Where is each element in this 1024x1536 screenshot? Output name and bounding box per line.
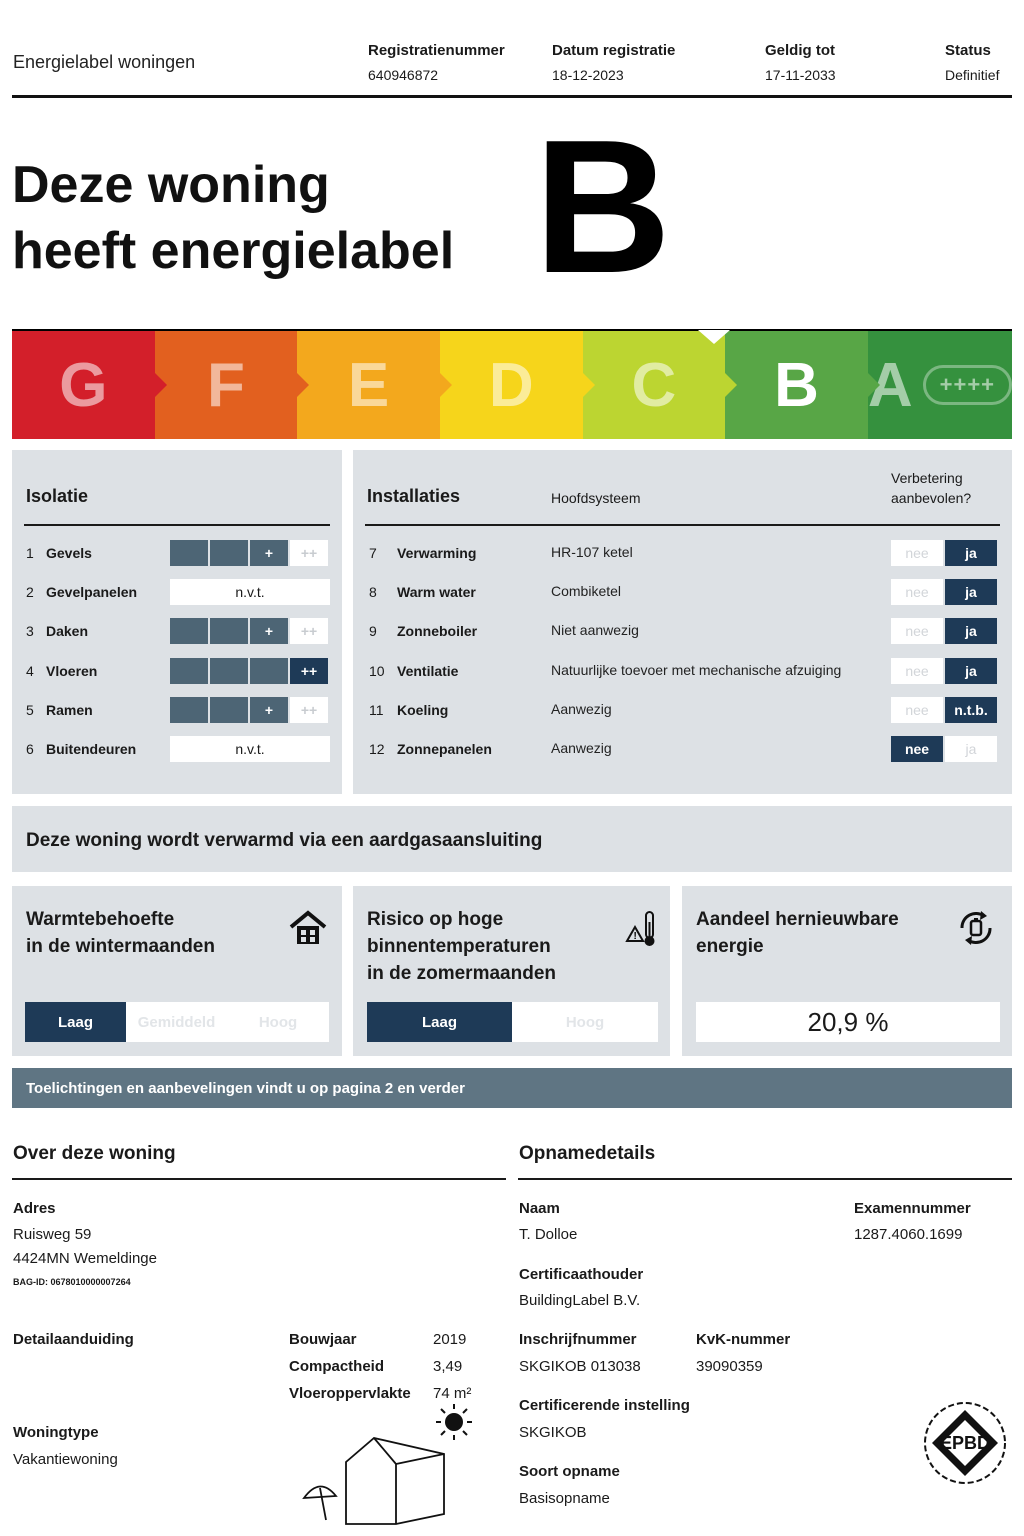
- option-no: nee: [891, 540, 943, 566]
- rating-segment-filled: [170, 618, 208, 644]
- build-year-value: 2019: [433, 1331, 467, 1348]
- document-type: Energielabel woningen: [13, 52, 196, 72]
- certificate-holder-label: Certificaathouder: [519, 1266, 644, 1283]
- registration-number-label: Registratienummer: [368, 42, 505, 59]
- valid-until-label: Geldig tot: [765, 42, 835, 59]
- scale-class-e: [297, 331, 440, 439]
- rating-segment-filled: [210, 697, 248, 723]
- option-yes: ja: [945, 658, 997, 684]
- row-name: Ramen: [46, 702, 93, 718]
- registration-number-value: 640946872: [368, 67, 439, 83]
- survey-type-value: Basisopname: [519, 1490, 610, 1507]
- isolation-panel: [12, 450, 342, 794]
- isolation-divider: [24, 524, 330, 526]
- option-no: nee: [891, 697, 943, 723]
- row-number: 4: [26, 663, 34, 679]
- isolation-row: [26, 618, 88, 644]
- rating-plus-plus: ++: [290, 658, 328, 684]
- energy-label-letter: B: [534, 101, 672, 313]
- status: [945, 42, 999, 83]
- scale-low: Laag: [25, 1002, 126, 1042]
- row-name: Gevelpanelen: [46, 584, 138, 600]
- scale-class-c: [583, 331, 726, 439]
- improvement-toggle: [891, 540, 997, 566]
- scale-class-letter: B: [774, 350, 819, 420]
- kvk-label: KvK-nummer: [696, 1331, 791, 1348]
- hero-heading: [12, 152, 454, 284]
- heat-demand-title: [26, 906, 215, 960]
- scale-class-letter: E: [347, 350, 390, 420]
- rating-plus: +: [250, 618, 288, 644]
- valid-until-value: 17-11-2033: [765, 67, 836, 83]
- insulation-rating-bar: [170, 658, 328, 684]
- installations-panel: [353, 450, 1012, 794]
- registration-date-label: Datum registratie: [552, 42, 676, 59]
- row-name: Zonneboiler: [397, 623, 478, 639]
- improvement-toggle: [891, 658, 997, 684]
- isolation-row: [26, 697, 93, 723]
- scale-class-letter: F: [207, 350, 245, 420]
- rating-plus: +: [250, 540, 288, 566]
- improvement-header: [891, 468, 971, 508]
- option-yes: n.t.b.: [945, 697, 997, 723]
- compactness-label: Compactheid: [289, 1358, 385, 1375]
- registration-date-value: 18-12-2023: [552, 67, 624, 83]
- certifying-body-label: Certificerende instelling: [519, 1397, 690, 1414]
- installation-row: [369, 658, 458, 684]
- scale-class-f: [155, 331, 298, 439]
- installations-title: Installaties: [367, 486, 461, 506]
- heat-demand-title-line-1: Warmtebehoefte: [26, 909, 175, 930]
- rating-plus-plus-empty: ++: [290, 618, 328, 644]
- insulation-rating-bar: [170, 618, 328, 644]
- energy-scale-bar: [12, 331, 1012, 439]
- scale-class-d: [440, 331, 583, 439]
- not-applicable-box: n.v.t.: [170, 736, 330, 762]
- address-line-1: Ruisweg 59: [13, 1226, 92, 1243]
- main-system-header: Hoofdsysteem: [551, 490, 641, 506]
- home-type-value: Vakantiewoning: [13, 1451, 118, 1468]
- isolation-row: [26, 736, 136, 762]
- option-no: nee: [891, 618, 943, 644]
- installation-row: [369, 697, 448, 723]
- status-value: Definitief: [945, 67, 1000, 83]
- hero-line-1: Deze woning: [12, 156, 330, 214]
- name-label: Naam: [519, 1200, 560, 1217]
- row-number: 1: [26, 545, 34, 561]
- main-system-value: Aanwezig: [551, 740, 612, 756]
- heat-demand-scale: [25, 1002, 329, 1042]
- survey-type-label: Soort opname: [519, 1463, 620, 1480]
- isolation-row: [26, 540, 92, 566]
- floor-area-label: Vloeroppervlakte: [289, 1385, 411, 1402]
- overheating-risk-title-line-1: Risico op hoge: [367, 909, 504, 930]
- row-number: 8: [369, 584, 377, 600]
- installation-row: [369, 579, 476, 605]
- not-applicable-box: n.v.t.: [170, 579, 330, 605]
- option-no: nee: [891, 579, 943, 605]
- home-type-label: Woningtype: [13, 1424, 99, 1441]
- epbd-logo: [920, 1398, 1010, 1488]
- overheating-risk-title-line-2: binnentemperaturen: [367, 936, 551, 957]
- improvement-toggle: [891, 618, 997, 644]
- isolation-title: Isolatie: [26, 486, 89, 506]
- heat-demand-card: [12, 886, 342, 1056]
- compactness-value: 3,49: [433, 1358, 463, 1375]
- installation-row: [369, 736, 492, 762]
- row-number: 3: [26, 623, 34, 639]
- row-number: 7: [369, 545, 377, 561]
- main-system-value: Natuurlijke toevoer met mechanische afzuiging: [551, 662, 842, 678]
- rating-segment-filled: [210, 618, 248, 644]
- row-name: Gevels: [46, 545, 92, 561]
- option-no: nee: [891, 658, 943, 684]
- overheating-risk-card: [353, 886, 670, 1056]
- row-name: Vloeren: [46, 663, 98, 679]
- isolation-row: [26, 579, 137, 605]
- address-label: Adres: [13, 1200, 56, 1217]
- house-sun-illustration: [296, 1402, 486, 1532]
- scale-low: Laag: [367, 1002, 512, 1042]
- main-system-value: Niet aanwezig: [551, 622, 639, 638]
- certificate-holder-value: BuildingLabel B.V.: [519, 1292, 641, 1309]
- epbd-text: EPBD: [939, 1433, 991, 1453]
- overheating-risk-scale: [367, 1002, 658, 1042]
- rating-plus: +: [250, 697, 288, 723]
- renewable-cycle-icon: [954, 906, 998, 950]
- option-yes: ja: [945, 618, 997, 644]
- explanations-banner: Toelichtingen en aanbevelingen vindt u op pagina 2 en verder: [12, 1068, 1012, 1108]
- scale-medium: Gemiddeld: [137, 1013, 216, 1031]
- rating-segment-filled: [210, 658, 248, 684]
- survey-details-divider: [518, 1178, 1012, 1180]
- scale-class-letter: C: [631, 350, 677, 420]
- main-system-value: Combiketel: [551, 583, 622, 599]
- row-name: Zonnepanelen: [397, 741, 492, 757]
- scale-high: Hoog: [258, 1013, 298, 1031]
- kvk-value: 39090359: [696, 1358, 763, 1375]
- renewable-share-value: 20,9 %: [696, 1002, 1000, 1042]
- overheating-risk-title: [367, 906, 556, 987]
- about-home-divider: [12, 1178, 506, 1180]
- extra-plus-pill: ++++: [923, 365, 1012, 405]
- installation-row: [369, 618, 477, 644]
- row-number: 5: [26, 702, 34, 718]
- row-name: Buitendeuren: [46, 741, 137, 757]
- header-divider: [12, 95, 1012, 98]
- row-number: 12: [369, 741, 385, 757]
- improvement-header-line-2: aanbevolen?: [891, 490, 972, 506]
- row-name: Daken: [46, 623, 89, 639]
- option-yes: ja: [945, 540, 997, 566]
- about-home-title: Over deze woning: [13, 1143, 176, 1164]
- overheating-risk-title-line-3: in de zomermaanden: [367, 963, 556, 984]
- installations-divider: [365, 524, 1000, 526]
- isolation-row: [26, 658, 97, 684]
- house-icon: [288, 908, 328, 948]
- row-name: Koeling: [397, 702, 449, 718]
- renewable-share-title-line-1: Aandeel hernieuwbare: [696, 909, 899, 930]
- main-system-value: Aanwezig: [551, 701, 612, 717]
- option-yes: ja: [945, 579, 997, 605]
- registration-no-value: SKGIKOB 013038: [519, 1358, 641, 1375]
- rating-plus-plus-empty: ++: [290, 540, 328, 566]
- rating-segment-filled: [170, 697, 208, 723]
- registration-no-label: Inschrijfnummer: [519, 1331, 637, 1348]
- svg-text:!: !: [633, 931, 637, 942]
- rating-plus-plus-empty: ++: [290, 697, 328, 723]
- option-no: nee: [891, 736, 943, 762]
- scale-class-a: [868, 331, 1012, 439]
- name-value: T. Dolloe: [519, 1226, 578, 1243]
- renewable-share-title-line-2: energie: [696, 936, 764, 957]
- insulation-rating-bar: [170, 540, 328, 566]
- detail-label: Detailaanduiding: [13, 1331, 134, 1348]
- main-system-value: HR-107 ketel: [551, 544, 633, 560]
- heat-demand-title-line-2: in de wintermaanden: [26, 936, 215, 957]
- scale-high: Hoog: [565, 1013, 605, 1031]
- floor-area-value: 74 m²: [433, 1385, 472, 1402]
- exam-number-value: 1287.4060.1699: [854, 1226, 963, 1243]
- row-number: 10: [369, 663, 385, 679]
- registration-number: [368, 42, 505, 83]
- installation-row: [369, 540, 476, 566]
- registration-date: [552, 42, 675, 83]
- row-number: 2: [26, 584, 34, 600]
- thermometer-warning-icon: [625, 908, 659, 948]
- renewable-share-title: [696, 906, 899, 960]
- rating-segment-filled: [250, 658, 288, 684]
- bag-id: BAG-ID: 0678010000007264: [13, 1277, 131, 1287]
- renewable-share-card: [682, 886, 1012, 1056]
- row-number: 11: [369, 702, 384, 718]
- gas-connection-note: Deze woning wordt verwarmd via een aardgasaansluiting: [12, 806, 1012, 872]
- valid-until: [765, 42, 836, 83]
- improvement-toggle: [891, 697, 997, 723]
- improvement-header-line-1: Verbetering: [891, 470, 963, 486]
- hero-line-2: heeft energielabel: [12, 222, 455, 280]
- rating-segment-filled: [170, 658, 208, 684]
- improvement-toggle: [891, 736, 997, 762]
- scale-class-g: [12, 331, 155, 439]
- exam-number-label: Examennummer: [854, 1200, 971, 1217]
- build-year-label: Bouwjaar: [289, 1331, 357, 1348]
- row-name: Verwarming: [397, 545, 477, 561]
- active-class-pointer: [698, 330, 730, 344]
- rating-segment-filled: [210, 540, 248, 566]
- scale-class-letter: G: [59, 350, 108, 420]
- row-name: Warm water: [397, 584, 476, 600]
- certifying-body-value: SKGIKOB: [519, 1424, 587, 1441]
- status-label: Status: [945, 42, 991, 59]
- scale-class-letter: A: [867, 350, 913, 420]
- improvement-toggle: [891, 579, 997, 605]
- insulation-rating-bar: [170, 697, 328, 723]
- row-name: Ventilatie: [397, 663, 459, 679]
- option-yes: ja: [945, 736, 997, 762]
- row-number: 6: [26, 741, 34, 757]
- address-line-2: 4424MN Wemeldinge: [13, 1250, 157, 1267]
- row-number: 9: [369, 623, 377, 639]
- scale-class-letter: D: [488, 350, 534, 420]
- rating-segment-filled: [170, 540, 208, 566]
- survey-details-title: Opnamedetails: [519, 1143, 656, 1164]
- scale-class-b: [725, 331, 868, 439]
